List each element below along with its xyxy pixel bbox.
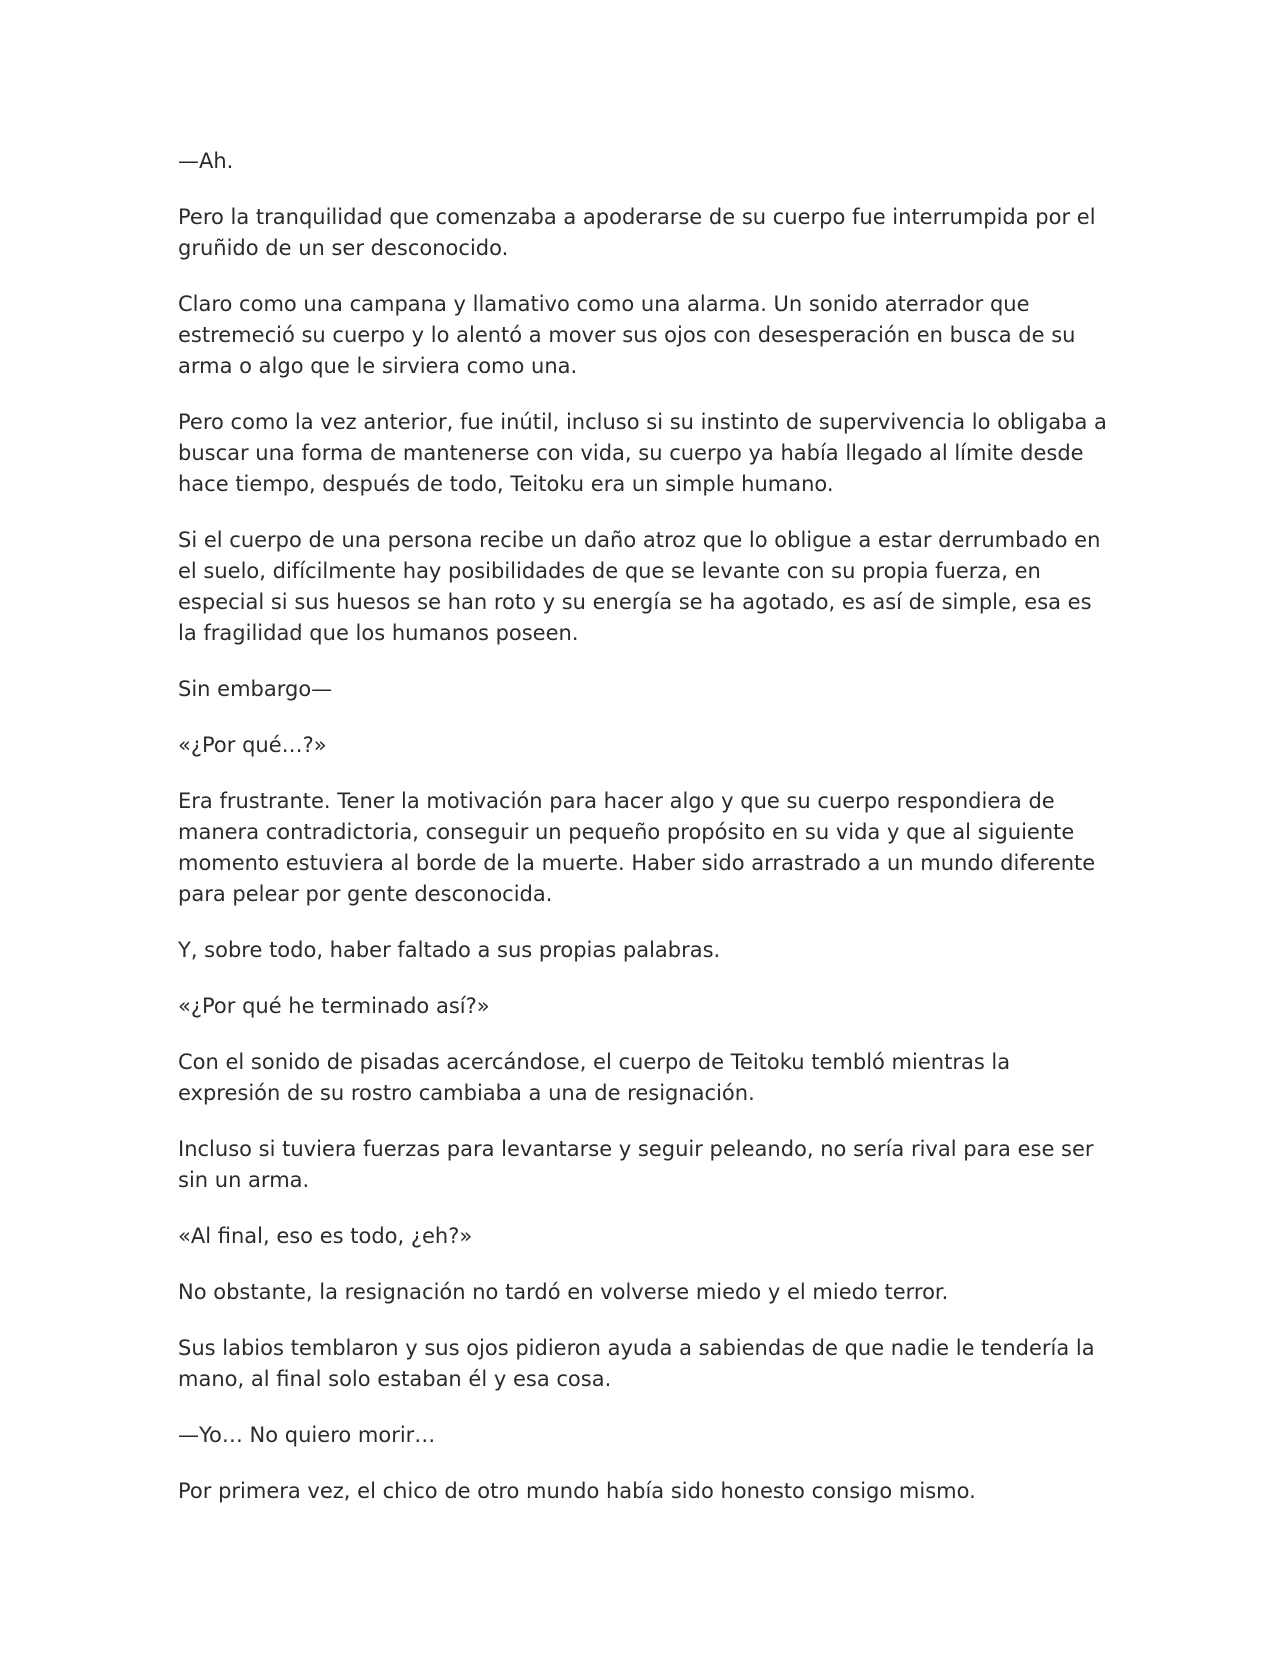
paragraph: —Yo… No quiero morir… bbox=[178, 1423, 436, 1447]
paragraph: Sus labios temblaron y sus ojos pidieron ayuda a sabiendas de que nadie le tendería la mano, al final solo estaban él y esa cosa. bbox=[178, 1336, 1095, 1391]
paragraph: Sin embargo— bbox=[178, 677, 333, 701]
paragraph: Por primera vez, el chico de otro mundo había sido honesto consigo mismo. bbox=[178, 1479, 976, 1503]
paragraph: —Ah. bbox=[178, 149, 234, 173]
paragraph: No obstante, la resignación no tardó en volverse miedo y el miedo terror. bbox=[178, 1280, 949, 1304]
paragraph: Pero la tranquilidad que comenzaba a apoderarse de su cuerpo fue interrumpida por el gruñido de un ser desconocido. bbox=[178, 205, 1096, 260]
document-body bbox=[178, 146, 1108, 1532]
paragraph: Pero como la vez anterior, fue inútil, incluso si su instinto de supervivencia lo obligaba a buscar una forma de mantenerse con vida, su cuerpo ya había llegado al límite desde hace tiempo, después de todo, Teitoku era un simple humano. bbox=[178, 410, 1107, 496]
paragraph: Y, sobre todo, haber faltado a sus propias palabras. bbox=[178, 938, 721, 962]
paragraph: «¿Por qué he terminado así?» bbox=[178, 994, 490, 1018]
paragraph: Era frustrante. Tener la motivación para hacer algo y que su cuerpo respondiera de manera contradictoria, conseguir un pequeño propósito en su vida y que al siguiente momento estuviera al borde de la muerte. Haber sido arrastrado a un mundo diferente para pelear por gente desconocida. bbox=[178, 789, 1096, 906]
paragraph: «¿Por qué…?» bbox=[178, 733, 327, 757]
paragraph: Con el sonido de pisadas acercándose, el cuerpo de Teitoku tembló mientras la expresión de su rostro cambiaba a una de resignación. bbox=[178, 1050, 1011, 1105]
paragraph: «Al final, eso es todo, ¿eh?» bbox=[178, 1224, 473, 1248]
paragraph: Si el cuerpo de una persona recibe un daño atroz que lo obligue a estar derrumbado en el suelo, difícilmente hay posibilidades de que se levante con su propia fuerza, en especial si sus huesos se han roto y su energía se ha agotado, es así de simple, esa es la fragilidad que los humanos poseen. bbox=[178, 528, 1101, 645]
paragraph: Incluso si tuviera fuerzas para levantarse y seguir peleando, no sería rival para ese ser sin un arma. bbox=[178, 1137, 1094, 1192]
paragraph: Claro como una campana y llamativo como una alarma. Un sonido aterrador que estremeció su cuerpo y lo alentó a mover sus ojos con desesperación en busca de su arma o algo que le sirviera como una. bbox=[178, 292, 1076, 378]
